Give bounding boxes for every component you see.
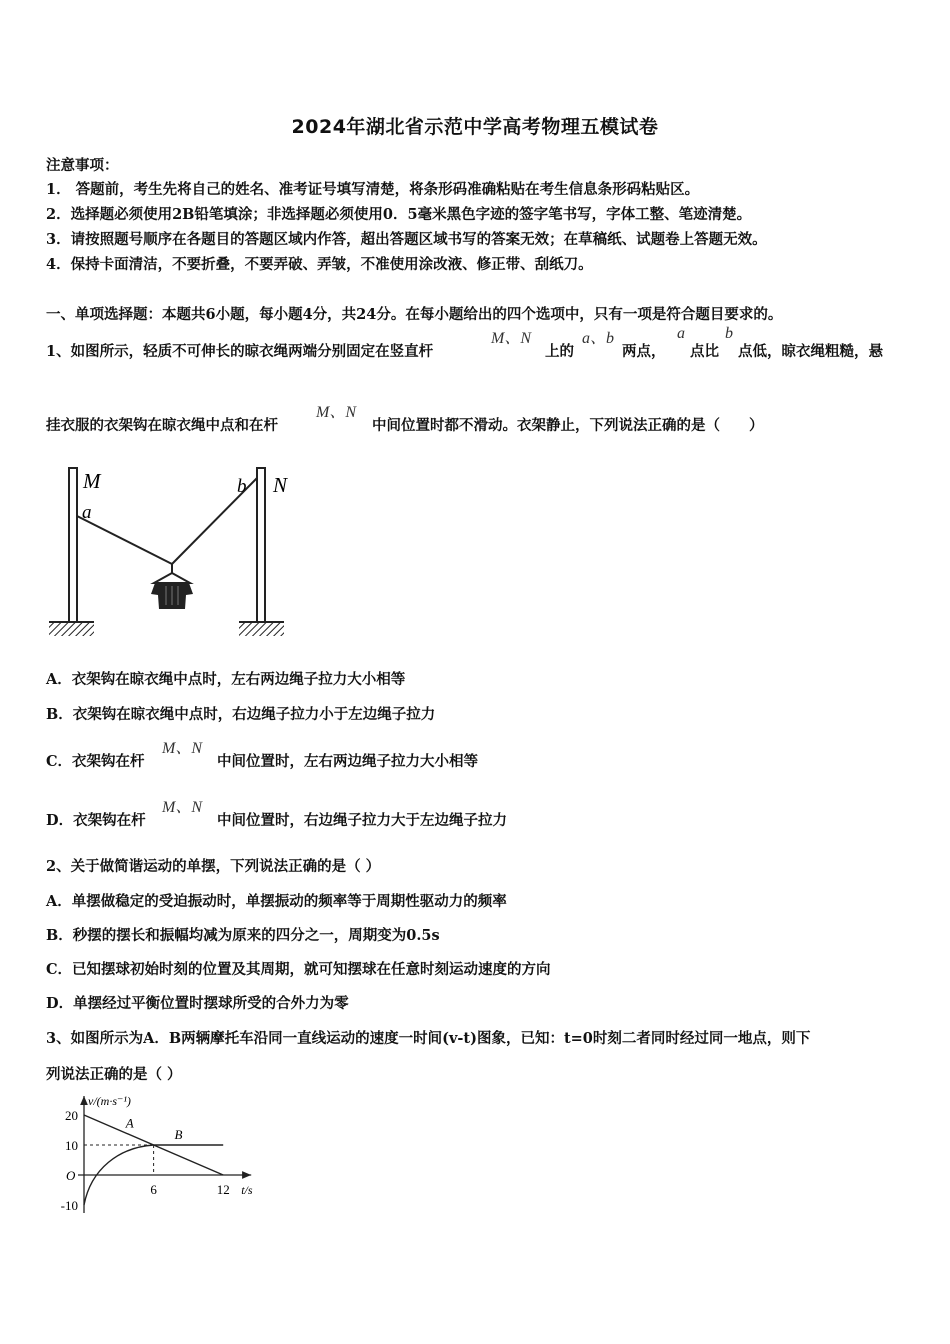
ground-left <box>49 622 94 636</box>
x-tick-label: 6 <box>150 1182 157 1197</box>
q1-line2-part1: 挂衣服的衣架钩在晾衣绳中点和在杆 <box>46 417 278 434</box>
y-tick-label: 10 <box>65 1138 78 1153</box>
q1-math-mn: M、N <box>491 330 532 347</box>
q1-line2-part2: 中间位置时都不滑动。衣架静止，下列说法正确的是（ ） <box>372 417 764 434</box>
y-tick-label: 20 <box>65 1108 78 1123</box>
y-axis-label: v/(m·s⁻¹) <box>88 1094 131 1108</box>
q2-option-b: B．秒摆的摆长和振幅均减为原来的四分之一，周期变为0.5s <box>46 927 440 944</box>
q1-option-b: B．衣架钩在晾衣绳中点时，右边绳子拉力小于左边绳子拉力 <box>46 706 436 723</box>
x-axis-label: t/s <box>241 1183 253 1197</box>
rope-left <box>77 516 172 564</box>
pole-n <box>257 468 265 622</box>
notice-item-3: 3．请按照题号顺序在各题目的答题区域内作答，超出答题区域书写的答案无效；在草稿纸、试题卷上答题无效。 <box>46 231 767 248</box>
notice-item-4: 4．保持卡面清洁，不要折叠，不要弄破、弄皱，不准使用涂改液、修正带、刮纸刀。 <box>46 256 593 273</box>
x-tick-label: 12 <box>216 1182 230 1197</box>
label-m: M <box>83 469 101 493</box>
origin-label: O <box>66 1168 76 1183</box>
q2-option-c: C．已知摆球初始时刻的位置及其周期，就可知摆球在任意时刻运动速度的方向 <box>46 961 551 978</box>
y-tick-label: -10 <box>60 1198 78 1213</box>
series-a-label: A <box>125 1115 134 1131</box>
q3-stem-line2: 列说法正确的是（ ） <box>46 1066 182 1083</box>
notice-heading: 注意事项： <box>46 157 119 174</box>
vt-chart <box>52 1090 267 1225</box>
page-title: 2024年湖北省示范中学高考物理五模试卷 <box>291 116 659 138</box>
q1-option-d-math: M、N <box>162 799 203 816</box>
label-n: N <box>273 473 288 497</box>
q1-math-b: b <box>725 325 733 342</box>
q1-line1-part3: 两点， <box>622 343 666 360</box>
q2-stem: 2、关于做简谐运动的单摆，下列说法正确的是（ ） <box>46 858 381 875</box>
shirt-icon <box>151 564 193 609</box>
label-b: b <box>237 476 247 497</box>
ground-right <box>239 622 284 636</box>
q1-option-d-part1: D．衣架钩在杆 <box>46 812 146 829</box>
q2-option-d: D．单摆经过平衡位置时摆球所受的合外力为零 <box>46 995 349 1012</box>
q1-option-d-part2: 中间位置时，右边绳子拉力大于左边绳子拉力 <box>217 812 507 829</box>
q1-option-c-math: M、N <box>162 740 203 757</box>
q3-stem-line1: 3、如图所示为A．B两辆摩托车沿同一直线运动的速度一时间(v-t)图象，已知：t=0时刻二者同时经过同一地点，则下 <box>46 1030 811 1047</box>
clothesline-figure <box>44 462 309 644</box>
q1-option-c-part2: 中间位置时，左右两边绳子拉力大小相等 <box>217 753 478 770</box>
notice-item-2: 2．选择题必须使用2B铅笔填涂；非选择题必须使用0．5毫米黑色字迹的签字笔书写，字体工整、笔迹清楚。 <box>46 206 752 223</box>
pole-m <box>69 468 77 622</box>
q1-line1-part4: 点比 <box>690 343 719 360</box>
label-a: a <box>82 502 92 523</box>
q1-line1-part1: 1、如图所示，轻质不可伸长的晾衣绳两端分别固定在竖直杆 <box>46 343 434 360</box>
q2-option-a: A．单摆做稳定的受迫振动时，单摆振动的频率等于周期性驱动力的频率 <box>46 893 507 910</box>
q1-math-a: a <box>677 325 685 342</box>
q1-math-ab: a、b <box>582 330 615 347</box>
q1-option-a: A．衣架钩在晾衣绳中点时，左右两边绳子拉力大小相等 <box>46 671 406 688</box>
section-heading: 一、单项选择题：本题共6小题，每小题4分，共24分。在每小题给出的四个选项中，只有一项是符合题目要求的。 <box>46 306 783 323</box>
series-b-label: B <box>174 1127 183 1142</box>
notice-item-1: 1． 答题前，考生先将自己的姓名、准考证号填写清楚，将条形码准确粘贴在考生信息条形码粘贴区。 <box>46 181 700 198</box>
q1-line1-part2: 上的 <box>545 343 574 360</box>
q1-option-c-part1: C．衣架钩在杆 <box>46 753 145 770</box>
q1-math-mn-2: M、N <box>316 404 357 421</box>
q1-line1-part5: 点低，晾衣绳粗糙，悬 <box>738 343 883 360</box>
